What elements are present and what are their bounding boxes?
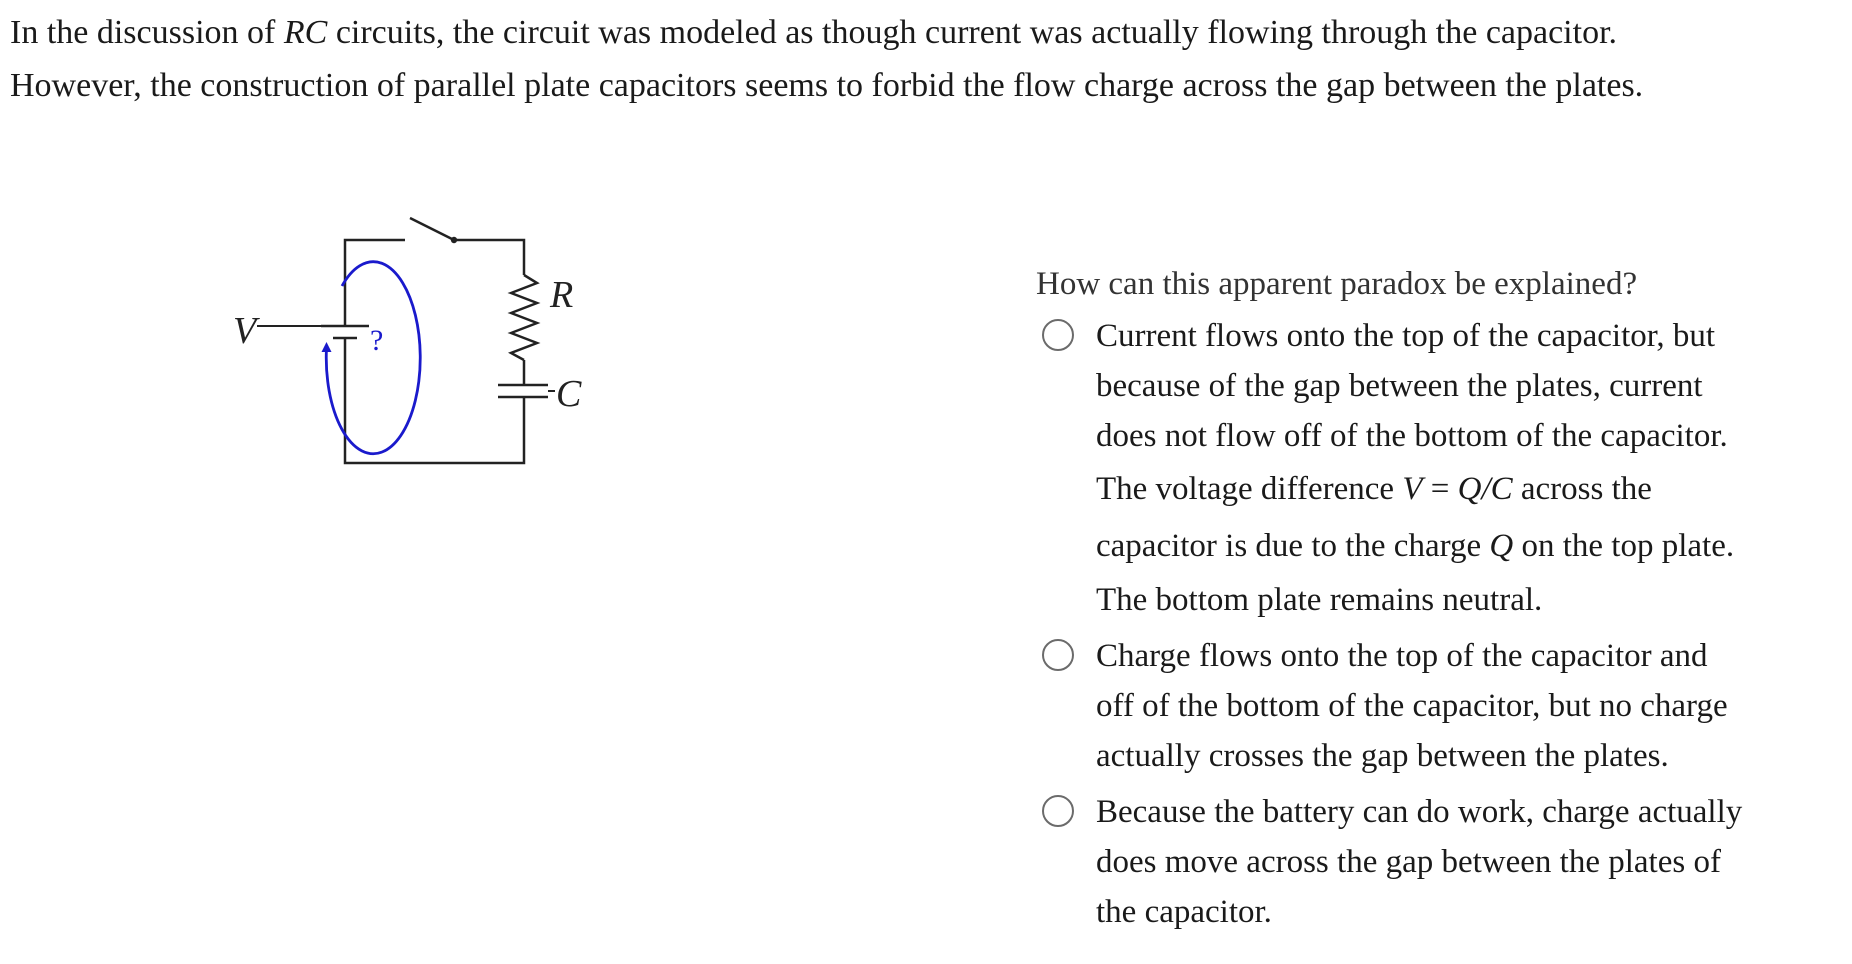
option-2-radio[interactable] [1042, 639, 1074, 671]
option-2-line: actually crosses the gap between the plates. [1096, 738, 1669, 774]
intro-line-1 [10, 6, 1830, 59]
question-block [1036, 257, 1836, 937]
option-2[interactable] [1036, 631, 1836, 781]
option-1[interactable] [1036, 311, 1836, 625]
current-loop-arc [326, 262, 420, 454]
label-v: V [233, 310, 257, 352]
option-1-text [1096, 311, 1836, 625]
rc-circuit-diagram [233, 200, 675, 580]
label-r: R [550, 274, 574, 316]
text: The voltage difference [1096, 471, 1403, 507]
text: on the top plate. [1513, 528, 1735, 564]
option-3-radio[interactable] [1042, 795, 1074, 827]
var-q-over-c: Q/C [1457, 471, 1513, 507]
intro-line-2: However, the construction of parallel plate capacitors seems to forbid the flow charge across the gap between the plates. [10, 67, 1644, 104]
label-c: C [556, 373, 582, 415]
option-3-line: does move across the gap between the plates of [1096, 844, 1721, 880]
intro-text: In the discussion of [10, 14, 284, 51]
equals-sign: = [1422, 471, 1458, 507]
label-question: ? [370, 324, 384, 357]
option-2-text [1096, 631, 1836, 781]
intro-text: circuits, the circuit was modeled as though current was actually flowing through the capacitor. [327, 14, 1618, 51]
option-3-line: the capacitor. [1096, 894, 1272, 930]
option-3[interactable] [1036, 787, 1836, 937]
option-2-line: Charge flows onto the top of the capacitor and [1096, 638, 1708, 674]
option-1-line: The bottom plate remains neutral. [1096, 582, 1543, 618]
wire-bottom [345, 339, 524, 463]
option-1-line: Current flows onto the top of the capacitor, but [1096, 318, 1716, 354]
option-1-line: because of the gap between the plates, current [1096, 368, 1703, 404]
text: across the [1512, 471, 1652, 507]
var-v: V [1402, 471, 1423, 507]
resistor-zigzag [511, 275, 537, 360]
question-prompt: How can this apparent paradox be explained? [1036, 266, 1638, 302]
option-3-line: Because the battery can do work, charge actually [1096, 794, 1743, 830]
option-1-radio[interactable] [1042, 319, 1074, 351]
option-1-line: does not flow off of the bottom of the capacitor. [1096, 418, 1728, 454]
problem-statement [10, 6, 1830, 112]
option-1-line-formula [1096, 461, 1836, 518]
rc-italic: RC [283, 14, 328, 51]
option-2-line: off of the bottom of the capacitor, but no charge [1096, 688, 1728, 724]
text: capacitor is due to the charge [1096, 528, 1490, 564]
var-q: Q [1489, 528, 1514, 564]
switch-lever [410, 218, 452, 239]
option-1-line-charge [1096, 518, 1836, 575]
option-3-text [1096, 787, 1836, 937]
wire-top-right [454, 240, 524, 275]
current-loop-arrowhead [322, 342, 332, 352]
